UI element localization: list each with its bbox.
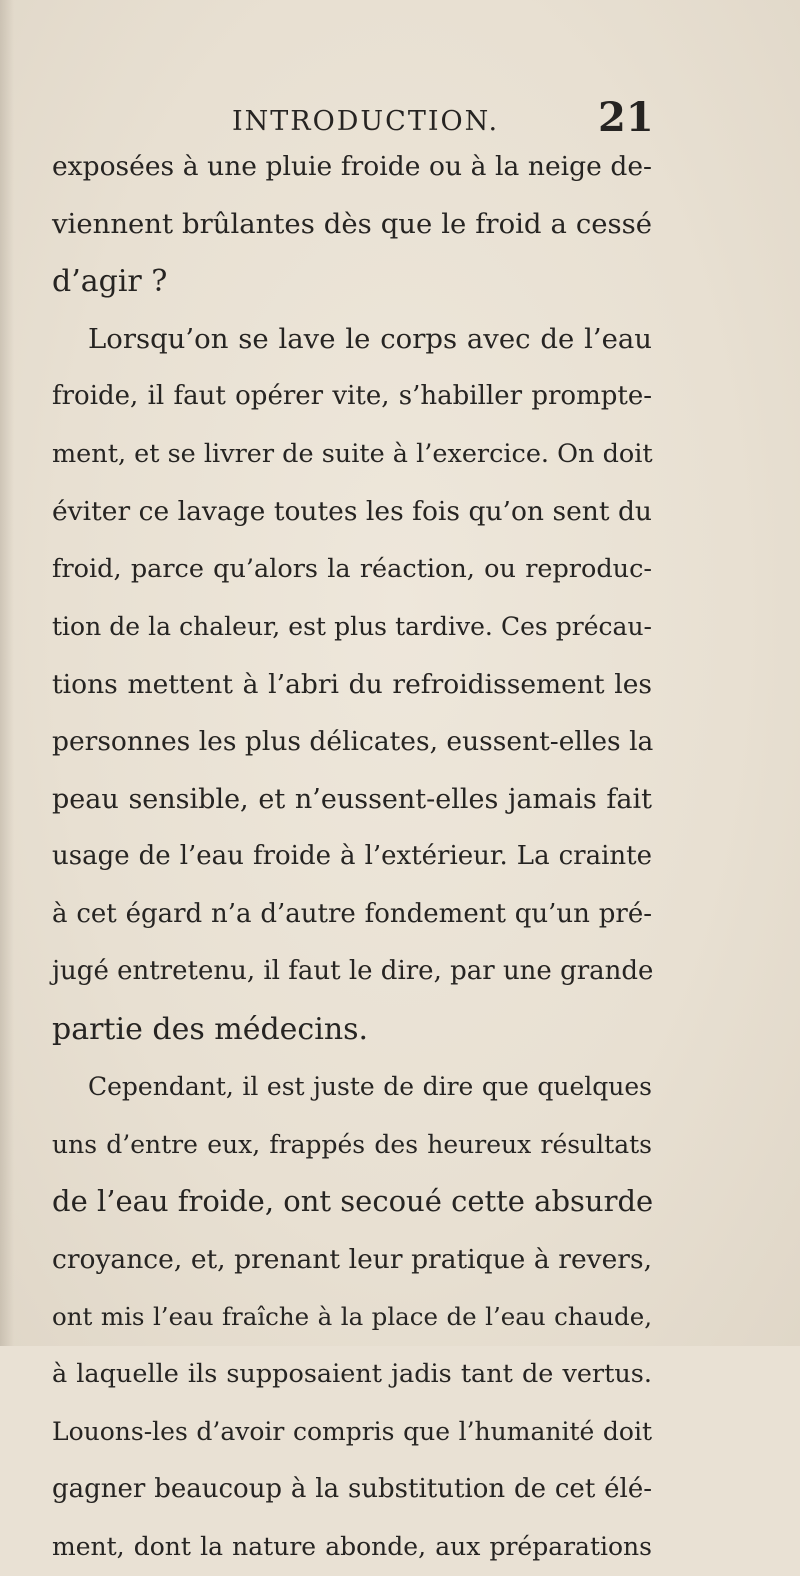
text-line: froide, il faut opérer vite, s’habiller prompte- <box>52 381 652 411</box>
text-line: ment, et se livrer de suite à l’exercice. On doit <box>52 438 653 469</box>
text-line: jugé entretenu, il faut le dire, par une grande <box>52 956 654 986</box>
text-line: exposées à une pluie froide ou à la neige de- <box>52 151 652 182</box>
text-line: de l’eau froide, ont secoué cette absurde <box>52 1184 654 1218</box>
text-line: gagner beaucoup à la substitution de cet élé- <box>52 1473 652 1504</box>
text-line: personnes les plus délicates, eussent-elles la <box>52 726 654 757</box>
text-line: à cet égard n’a d’autre fondement qu’un pré- <box>52 898 652 929</box>
text-line: d’agir ? <box>52 264 168 299</box>
page-header <box>0 94 800 144</box>
text-line: froid, parce qu’alors la réaction, ou reproduc- <box>52 553 652 584</box>
text-line: peau sensible, et n’eussent-elles jamais fait <box>52 783 652 815</box>
text-line: viennent brûlantes dès que le froid a cessé <box>52 207 652 240</box>
text-line: partie des médecins. <box>52 1011 369 1047</box>
text-line: croyance, et, prenant leur pratique à revers, <box>52 1243 652 1275</box>
text-line: tion de la chaleur, est plus tardive. Ces précau- <box>52 612 652 641</box>
body-text <box>52 138 652 1576</box>
page-edge-shadow <box>0 0 14 1346</box>
text-line: ont mis l’eau fraîche à la place de l’eau chaude, <box>52 1302 652 1331</box>
running-title: INTRODUCTION. <box>232 106 500 137</box>
text-line: tions mettent à l’abri du refroidissement les <box>52 668 652 700</box>
paragraph-start-line: Cependant, il est juste de dire que quelques <box>88 1072 652 1101</box>
text-line: éviter ce lavage toutes les fois qu’on sent du <box>52 496 652 527</box>
text-line: ment, dont la nature abonde, aux préparations <box>52 1532 652 1561</box>
text-line: usage de l’eau froide à l’extérieur. La crainte <box>52 841 652 871</box>
text-line: uns d’entre eux, frappés des heureux résultats <box>52 1129 652 1159</box>
page-number: 21 <box>598 94 654 141</box>
text-line: à laquelle ils supposaient jadis tant de vertus. <box>52 1358 652 1389</box>
text-line: Louons-les d’avoir compris que l’humanité doit <box>52 1417 652 1446</box>
paragraph-start-line: Lorsqu’on se lave le corps avec de l’eau <box>88 322 652 355</box>
